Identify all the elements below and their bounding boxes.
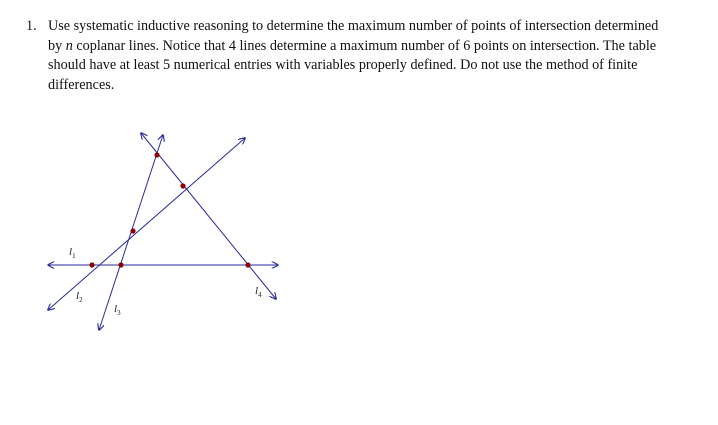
problem-text-line-2-rest: coplanar lines. Notice that 4 lines determine a maximum number of 6 points on intersection. The table bbox=[72, 37, 657, 54]
label-l1: $l_1$ bbox=[69, 246, 76, 260]
label-l3: $l_3$ bbox=[114, 303, 121, 317]
point-l3-l4 bbox=[154, 152, 159, 157]
problem-text-line-3: should have at least 5 numerical entries with variables properly defined. Do not use the method of finite bbox=[48, 57, 638, 73]
intersection-points bbox=[89, 152, 250, 267]
point-l1-l2 bbox=[89, 262, 94, 267]
problem-text-line-1: Use systematic inductive reasoning to determine the maximum number of points of intersection determined bbox=[48, 18, 659, 34]
label-l2: $l_2$ bbox=[76, 290, 83, 304]
problem-number: 1. bbox=[26, 18, 37, 34]
point-l2-l3 bbox=[130, 228, 135, 233]
point-l2-l4 bbox=[180, 183, 185, 188]
by-word: by bbox=[48, 37, 66, 54]
label-l4: $l_4$ bbox=[255, 285, 262, 299]
line-l4 bbox=[141, 133, 276, 299]
n-variable: n bbox=[65, 37, 73, 54]
point-l1-l4 bbox=[245, 262, 250, 267]
problem-text-line-4: differences. bbox=[48, 76, 115, 93]
point-l1-l3 bbox=[118, 262, 123, 267]
